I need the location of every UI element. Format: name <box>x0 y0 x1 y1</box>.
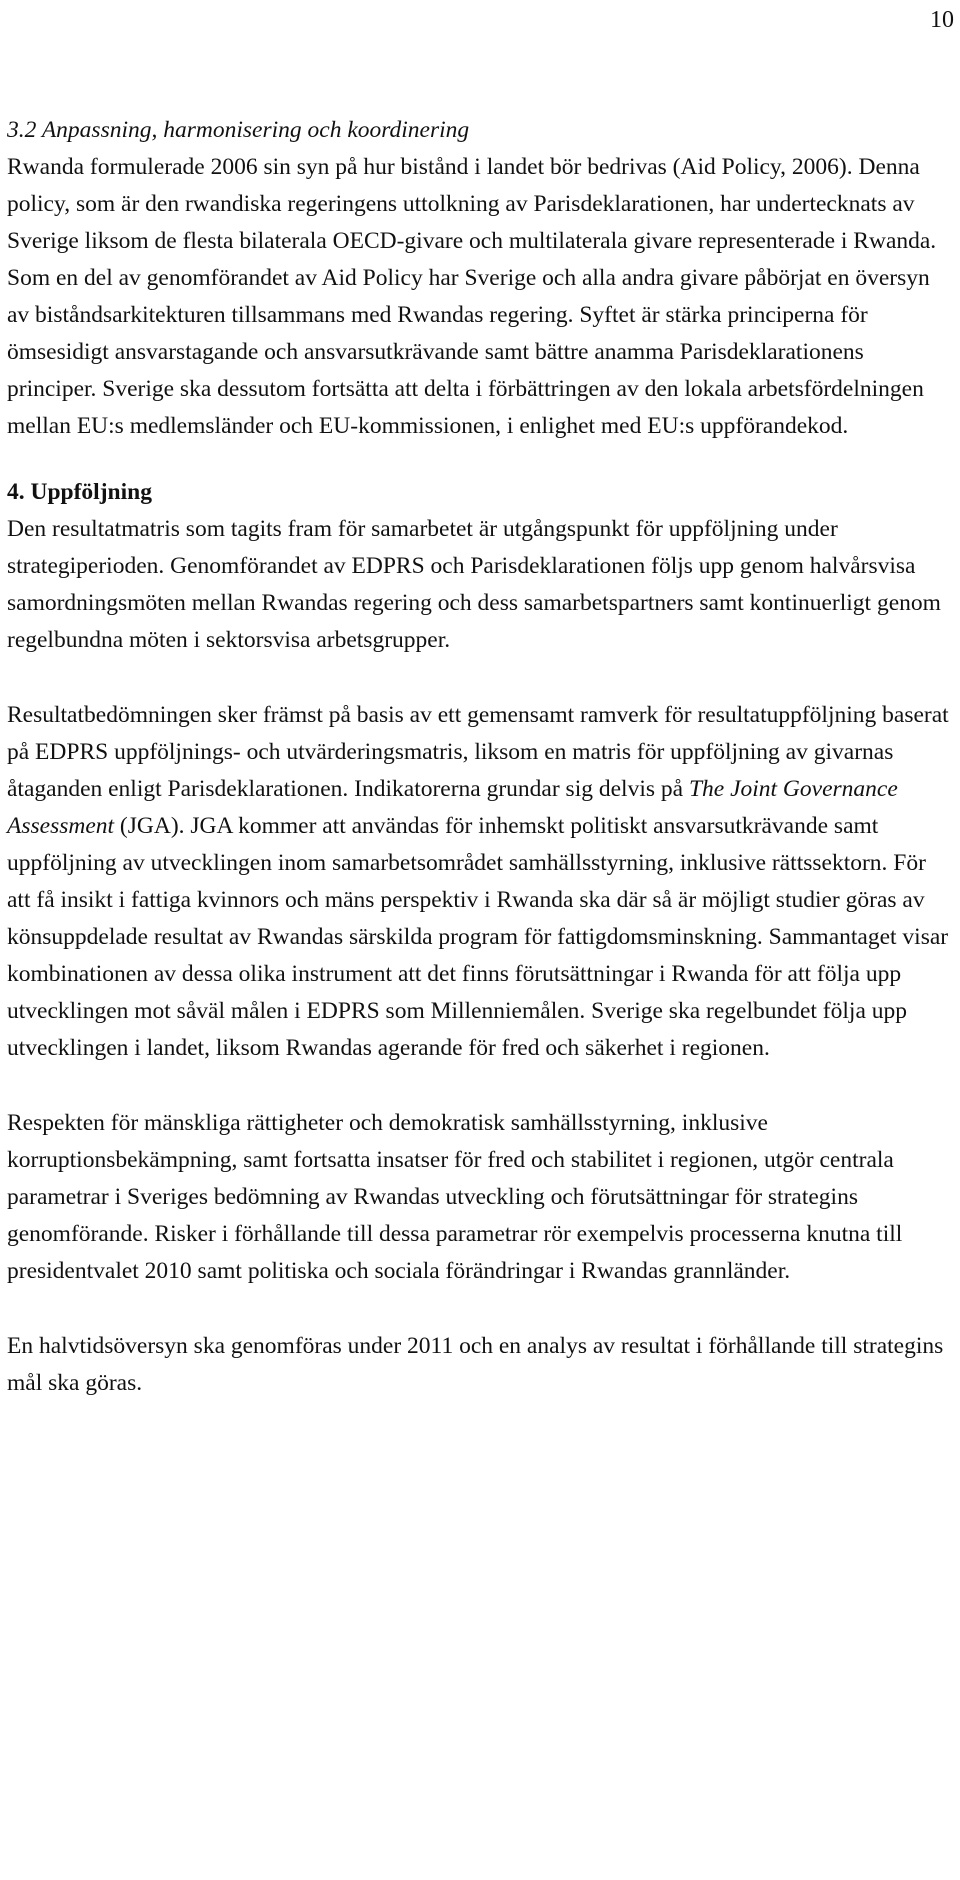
paragraph-2-text-start: Resultatbedömningen sker främst på basis av ett gemensamt ramverk för resultatuppföljning baserat på EDPRS uppföljnings- och utvärderingsmatris, liksom en matris för uppföljning av givarnas åtaganden enligt Parisdeklarationen. Indikatorerna grundar sig delvis på <box>7 702 949 802</box>
section-4-heading: 4. Uppföljning <box>7 479 152 505</box>
section-3-2-body: Rwanda formulerade 2006 sin syn på hur bistånd i landet bör bedrivas (Aid Policy, 2006). Denna policy, som är den rwandiska regeringens uttolkning av Parisdeklarationen, har undertecknats av Sverige liksom de flesta bilaterala OECD-givare och multilaterala givare representerade i Rwanda. Som en del av genomförandet av Aid Policy har Sverige och alla andra givare påbörjat en översyn av biståndsarkitekturen tillsammans med Rwandas regering. Syftet är stärka principerna för ömsesidigt ansvarstagande och ansvarsutkrävande samt bättre anamma Parisdeklarationens principer. Sverige ska dessutom fortsätta att delta i förbättringen av den lokala arbetsfördelningen mellan EU:s medlemsländer och EU-kommissionen, i enlighet med EU:s uppförandekod. <box>7 154 937 439</box>
page-content <box>7 112 953 1402</box>
section-4-paragraph-2 <box>7 697 953 1067</box>
spacer <box>7 1290 953 1328</box>
section-4-paragraph-3: Respekten för mänskliga rättigheter och demokratisk samhällsstyrning, inklusive korruptionsbekämpning, samt fortsatta insatser för fred och stabilitet i regionen, utgör centrala parametrar i Sveriges bedömning av Rwandas utveckling och förutsättningar för strategins genomförande. Risker i förhållande till dessa parametrar rör exempelvis processerna knutna till presidentvalet 2010 samt politiska och sociala förändringar i Rwandas grannländer. <box>7 1110 903 1284</box>
paragraph-2-text-end: (JGA). JGA kommer att användas för inhemskt politiskt ansvarsutkrävande samt uppföljning av utvecklingen inom samarbetsområdet samhällsstyrning, inklusive rättssektorn. För att få insikt i fattiga kvinnors och mäns perspektiv i Rwanda ska där så är möjligt studier göras av könsuppdelade resultat av Rwandas särskilda program för fattigdomsminskning. Sammantaget visar kombinationen av dessa olika instrument att det finns förutsättningar i Rwanda för att följa upp utvecklingen mot såväl målen i EDPRS som Millenniemålen. Sverige ska regelbundet följa upp utvecklingen i landet, liksom Rwandas agerande för fred och säkerhet i regionen. <box>7 813 949 1061</box>
spacer <box>7 659 953 697</box>
jga-title-italic: The Joint Governance Assessment <box>7 776 898 839</box>
spacer <box>7 1067 953 1105</box>
section-3-2-heading: 3.2 Anpassning, harmonisering och koordinering <box>7 117 470 143</box>
spacer <box>7 445 953 474</box>
section-4-paragraph-1: Den resultatmatris som tagits fram för samarbetet är utgångspunkt för uppföljning under strategiperioden. Genomförandet av EDPRS och Parisdeklarationen följs upp genom halvårsvisa samordningsmöten mellan Rwandas regering och dess samarbetspartners samt kontinuerligt genom regelbundna möten i sektorsvisa arbetsgrupper. <box>7 516 941 653</box>
section-4-paragraph-4: En halvtidsöversyn ska genomföras under 2011 och en analys av resultat i förhållande till strategins mål ska göras. <box>7 1333 944 1396</box>
page-number: 10 <box>930 7 954 33</box>
